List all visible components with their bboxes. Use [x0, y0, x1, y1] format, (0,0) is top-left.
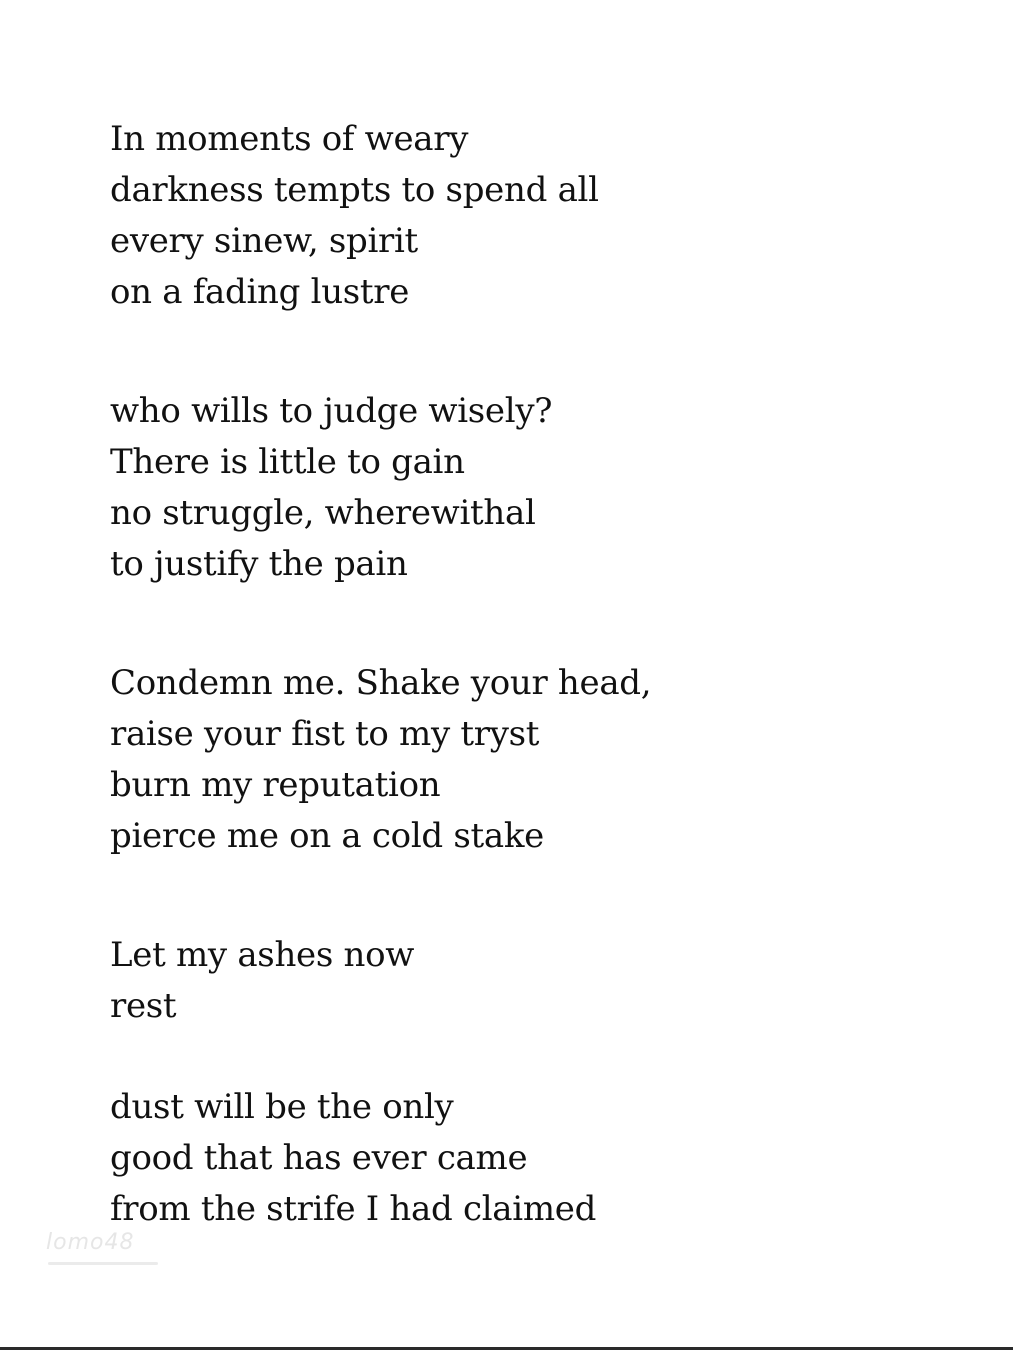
stanza-4 [110, 930, 990, 1032]
poem-line: who wills to judge wisely? [110, 391, 553, 431]
poem-line: Condemn me. Shake your head, [110, 663, 652, 703]
stanza-3 [110, 658, 990, 862]
poem-line: on a fading lustre [110, 272, 410, 312]
stanza-1 [110, 114, 990, 318]
poem-line: no struggle, wherewithal [110, 493, 536, 533]
watermark: lomo48 [46, 1230, 135, 1255]
poem-line: from the strife I had claimed [110, 1189, 597, 1229]
poem-line: rest [110, 986, 177, 1026]
poem-line: Let my ashes now [110, 935, 415, 975]
poem-line: good that has ever came [110, 1138, 528, 1178]
poem-line: pierce me on a cold stake [110, 816, 544, 856]
stanza-2 [110, 386, 990, 590]
poem-line: burn my reputation [110, 765, 441, 805]
poem-line: There is little to gain [110, 442, 465, 482]
poem-line: In moments of weary [110, 119, 469, 159]
poem-line: raise your fist to my tryst [110, 714, 540, 754]
watermark-underline [48, 1262, 158, 1265]
poem-line: darkness tempts to spend all [110, 170, 599, 210]
poem-line: to justify the pain [110, 544, 408, 584]
poem-line: dust will be the only [110, 1087, 454, 1127]
poem-line: every sinew, spirit [110, 221, 418, 261]
stanza-5 [110, 1082, 990, 1235]
